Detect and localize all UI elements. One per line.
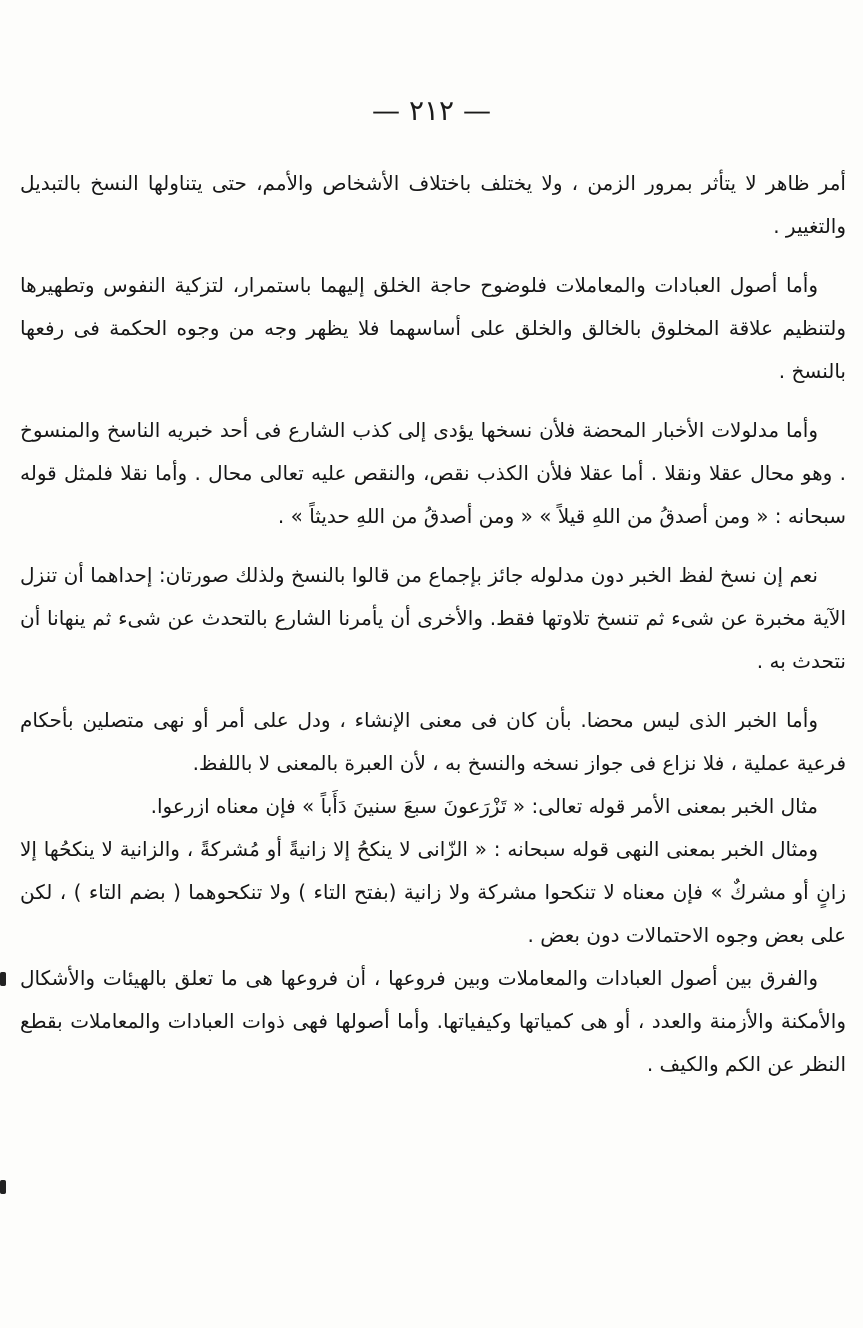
- paragraph-3: وأما مدلولات الأخبار المحضة فلأن نسخها يؤدى إلى كذب الشارع فى أحد خبريه الناسخ والمنسوخ . وهو محال عقلا ونقلا . أما عقلا فلأن الكذب نقص، والنقص عليه تعالى محال . وأما نقلا فلمثل قوله سبحانه : « ومن أصدقُ من اللهِ قيلاً » « ومن أصدقُ من اللهِ حديثاً » .: [20, 418, 846, 528]
- body-text: [20, 162, 846, 1086]
- paragraph-5: وأما الخبر الذى ليس محضا. بأن كان فى معنى الإنشاء ، ودل على أمر أو نهى متصلين بأحكام فرعية عملية ، فلا نزاع فى جواز نسخه والنسخ به ، لأن العبرة بالمعنى لا باللفظ.: [20, 708, 846, 775]
- paragraph-gap: [20, 538, 846, 554]
- scan-mark: [0, 972, 6, 986]
- paragraph-1: أمر ظاهر لا يتأثر بمرور الزمن ، ولا يختلف باختلاف الأشخاص والأمم، حتى يتناولها النسخ بالتبديل والتغيير .: [20, 171, 846, 238]
- paragraph-gap: [20, 683, 846, 699]
- page-number: — ٢١٢ —: [372, 94, 491, 127]
- paragraph-6: مثال الخبر بمعنى الأمر قوله تعالى: « تَزْرَعونَ سبعَ سنينَ دَأَباً » فإن معناه ازرعوا.: [150, 794, 818, 818]
- paragraph-gap: [20, 393, 846, 409]
- scan-mark: [0, 1180, 6, 1194]
- paragraph-7: ومثال الخبر بمعنى النهى قوله سبحانه : « الزّانى لا ينكحُ إلا زانيةً أو مُشركةً ، والزانية لا ينكحُها إلا زانٍ أو مشركٌ » فإن معناه لا تنكحوا مشركة ولا زانية (بفتح التاء ) ولا تنكحوهما ( بضم التاء ) ، لكن على بعض وجوه الاحتمالات دون بعض .: [20, 837, 846, 947]
- paragraph-2: وأما أصول العبادات والمعاملات فلوضوح حاجة الخلق إليهما باستمرار، لتزكية النفوس وتطهيرها ولتنظيم علاقة المخلوق بالخالق والخلق على أساسهما فلا يظهر وجه من وجوه الحكمة فى رفعها بالنسخ .: [20, 273, 846, 383]
- paragraph-gap: [20, 248, 846, 264]
- paragraph-4: نعم إن نسخ لفظ الخبر دون مدلوله جائز بإجماع من قالوا بالنسخ ولذلك صورتان: إحداهما أن تنزل الآية مخبرة عن شىء ثم تنسخ تلاوتها فقط. والأخرى أن يأمرنا الشارع بالتحدث عن شىء ثم ينهانا أن نتحدث به .: [20, 563, 846, 673]
- paragraph-8: والفرق بين أصول العبادات والمعاملات وبين فروعها ، أن فروعها هى ما تعلق بالهيئات والأشكال والأمكنة والأزمنة والعدد ، أو هى كمياتها وكيفياتها. وأما أصولها فهى ذوات العبادات والمعاملات بقطع النظر عن الكم والكيف .: [20, 966, 846, 1076]
